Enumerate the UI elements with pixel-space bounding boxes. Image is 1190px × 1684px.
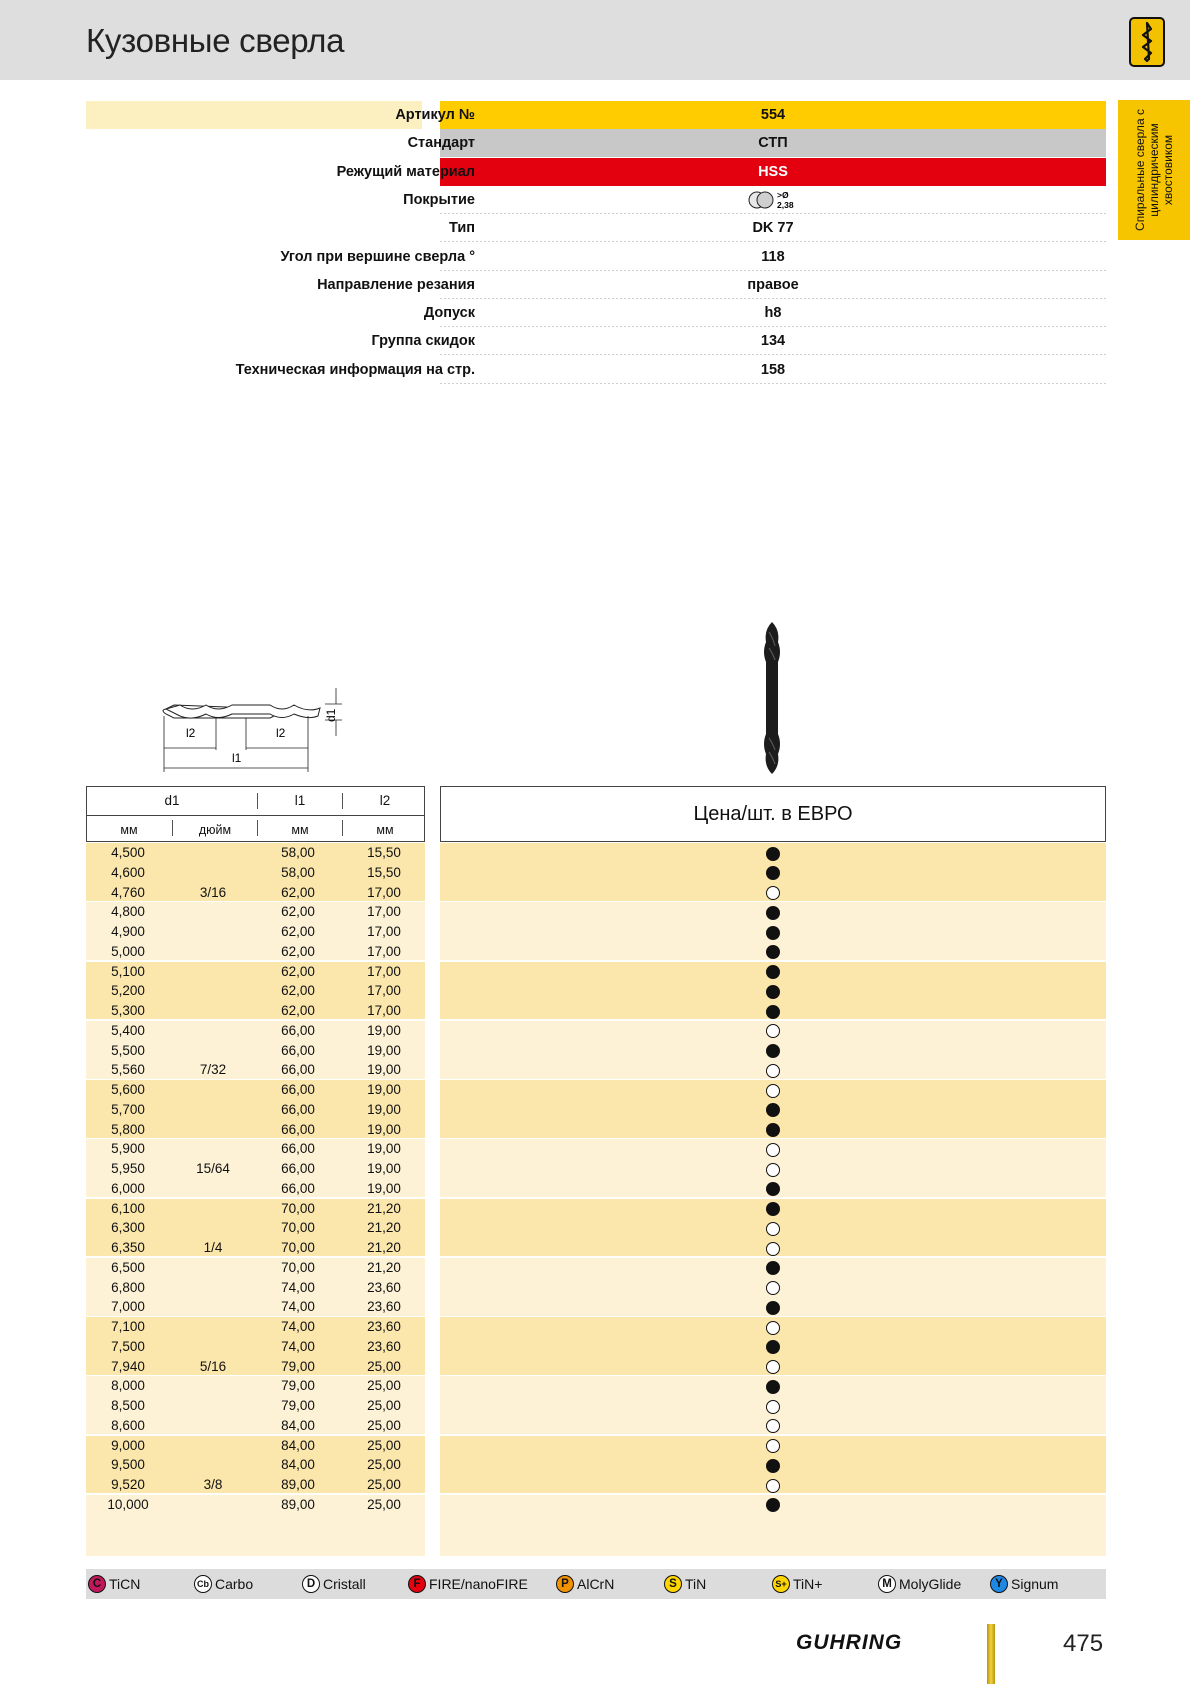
table-cell-l1: 79,00 (281, 1378, 315, 1394)
table-cell-d1: 7,000 (111, 1299, 145, 1315)
spec-value: HSS (758, 163, 788, 180)
table-cell-l1: 79,00 (281, 1398, 315, 1413)
spec-value: 134 (760, 333, 786, 350)
table-cell-l1: 70,00 (281, 1259, 315, 1275)
legend-item (556, 1574, 614, 1594)
table-cell-l1: 66,00 (281, 1161, 315, 1176)
table-cell-l1: 62,00 (281, 924, 315, 939)
table-cell-l2: 25,00 (367, 1378, 401, 1394)
spec-row (86, 158, 1106, 186)
page-title: Кузовные сверла (86, 22, 345, 59)
table-cell-d1: 5,500 (111, 1042, 145, 1058)
table-cell-d1: 4,800 (111, 904, 145, 920)
side-tab-label: Спиральные сверла с цилиндрическим хвостовиком (1133, 109, 1175, 231)
table-cell-inch: 5/16 (199, 1358, 227, 1374)
table-cell-l1: 70,00 (281, 1220, 315, 1236)
stock-available-icon (766, 1202, 780, 1216)
table-cell-d1: 6,800 (111, 1279, 145, 1295)
table-cell-l2: 15,50 (367, 864, 401, 880)
table-cell-l1: 66,00 (281, 1121, 315, 1137)
spec-label: Артикул № (395, 107, 475, 123)
table-cell-d1: 4,900 (111, 924, 145, 939)
table-cell-l2: 23,60 (367, 1299, 401, 1315)
legend-label: MolyGlide (899, 1576, 962, 1592)
coating-badge-icon: M (878, 1575, 896, 1593)
table-cell-d1: 5,950 (111, 1161, 145, 1176)
table-cell-l2: 25,00 (367, 1457, 401, 1473)
stock-on-request-icon (766, 1163, 780, 1177)
table-cell-l1: 66,00 (281, 1141, 315, 1157)
stock-on-request-icon (766, 1143, 780, 1157)
table-cell-l1: 66,00 (281, 1180, 315, 1196)
stock-available-icon (766, 906, 780, 920)
col-header-d1: d1 (164, 793, 180, 808)
spec-value: правое (747, 276, 799, 293)
table-cell-d1: 4,600 (111, 864, 145, 880)
table-cell-l2: 21,20 (367, 1220, 401, 1236)
legend-label: AlCrN (577, 1576, 615, 1592)
table-cell-d1: 8,000 (111, 1378, 145, 1394)
table-cell-l1: 62,00 (281, 904, 315, 920)
coating-legend (86, 1569, 1106, 1599)
table-cell-l2: 17,00 (367, 924, 401, 939)
spec-label: Стандарт (407, 135, 475, 152)
table-cell-l2: 17,00 (367, 884, 401, 900)
coating-threshold-top: >Ø (777, 189, 789, 200)
drawing-label-l2-right: l2 (276, 726, 286, 740)
table-cell-d1: 9,500 (111, 1457, 145, 1473)
coating-badge-icon: D (302, 1575, 320, 1593)
stock-available-icon (766, 1123, 780, 1137)
table-cell-d1: 5,000 (111, 943, 145, 959)
spec-label: Группа скидок (371, 333, 475, 350)
legend-item (990, 1574, 1058, 1594)
table-cell-d1: 9,000 (111, 1437, 145, 1453)
legend-label: TiN+ (793, 1576, 823, 1592)
table-cell-l1: 84,00 (281, 1457, 315, 1473)
table-cell-l1: 62,00 (281, 943, 315, 959)
table-cell-l1: 62,00 (281, 963, 315, 979)
stock-available-icon (766, 985, 780, 999)
stock-available-icon (766, 847, 780, 861)
spec-row (86, 299, 1106, 327)
coating-badge-icon: S (664, 1575, 682, 1593)
table-cell-l1: 66,00 (281, 1062, 315, 1078)
table-cell-d1: 10,000 (107, 1496, 149, 1512)
table-cell-l2: 19,00 (367, 1062, 401, 1078)
table-cell-l2: 15,50 (367, 845, 401, 860)
spec-label: Допуск (423, 305, 475, 322)
stock-available-icon (766, 965, 780, 979)
spec-label: Тип (449, 220, 475, 237)
spec-value: СТП (758, 135, 788, 152)
spec-value: 158 (760, 361, 786, 378)
table-cell-l2: 19,00 (367, 1042, 401, 1058)
table-cell-l2: 19,00 (367, 1101, 401, 1117)
table-cell-l1: 66,00 (281, 1022, 315, 1038)
drill-category-icon (1129, 17, 1165, 67)
legend-label: FIRE/nanoFIRE (429, 1576, 528, 1592)
table-cell-d1: 9,520 (111, 1477, 145, 1492)
table-cell-l1: 74,00 (281, 1299, 315, 1315)
table-cell-l1: 66,00 (281, 1042, 315, 1058)
stock-on-request-icon (766, 1400, 780, 1414)
legend-label: TiN (685, 1576, 707, 1592)
table-cell-l2: 19,00 (367, 1082, 401, 1097)
table-cell-d1: 7,940 (111, 1358, 145, 1374)
legend-label: Carbo (215, 1576, 254, 1592)
stock-available-icon (766, 1044, 780, 1058)
table-cell-d1: 6,100 (111, 1200, 145, 1216)
spec-row (86, 356, 1106, 384)
unit-inch: дюйм (198, 823, 232, 837)
table-cell-d1: 8,600 (111, 1417, 145, 1433)
table-cell-d1: 6,350 (111, 1240, 145, 1255)
table-cell-l1: 58,00 (281, 864, 315, 880)
footer-accent-bar (987, 1624, 995, 1684)
table-cell-l2: 21,20 (367, 1240, 401, 1255)
table-cell-inch: 15/64 (196, 1161, 230, 1176)
legend-item (772, 1574, 822, 1594)
spec-value: h8 (764, 305, 782, 322)
brand-logo: GUHRING (796, 1631, 903, 1654)
table-cell-d1: 7,500 (111, 1338, 145, 1354)
stock-on-request-icon (766, 1439, 780, 1453)
table-cell-l2: 17,00 (367, 904, 401, 920)
table-cell-d1: 5,800 (111, 1121, 145, 1137)
spec-label: Режущий материал (336, 163, 475, 180)
table-cell-l2: 17,00 (367, 983, 401, 999)
drill-photo-image (758, 622, 786, 774)
table-cell-l2: 25,00 (367, 1417, 401, 1433)
table-cell-l1: 66,00 (281, 1101, 315, 1117)
spec-row (86, 214, 1106, 242)
table-cell-l1: 89,00 (281, 1496, 315, 1512)
table-cell-l1: 62,00 (281, 983, 315, 999)
table-cell-d1: 5,400 (111, 1022, 145, 1038)
coating-badge-icon: F (408, 1575, 426, 1593)
legend-label: Signum (1011, 1576, 1059, 1592)
table-cell-l2: 23,60 (367, 1338, 401, 1354)
spec-label: Угол при вершине сверла ° (280, 248, 475, 265)
legend-item (194, 1574, 253, 1594)
table-cell-l2: 19,00 (367, 1121, 401, 1137)
coating-badge-icon: P (556, 1575, 574, 1593)
table-cell-l2: 25,00 (367, 1477, 401, 1492)
table-cell-l2: 19,00 (367, 1022, 401, 1038)
spec-value: 118 (761, 248, 785, 265)
legend-item (878, 1574, 961, 1594)
table-cell-l1: 66,00 (281, 1082, 315, 1097)
table-cell-l2: 25,00 (367, 1398, 401, 1413)
table-cell-l2: 21,20 (367, 1200, 401, 1216)
coating-badge-icon: Cb (194, 1575, 212, 1593)
stock-on-request-icon (766, 1321, 780, 1335)
unit-mm-l1: мм (291, 823, 309, 837)
price-table-header (440, 786, 1106, 842)
table-cell-d1: 7,100 (111, 1319, 145, 1334)
legend-item (664, 1574, 706, 1594)
table-cell-d1: 5,560 (111, 1062, 145, 1078)
drawing-label-l1: l1 (232, 751, 242, 765)
spec-row (86, 129, 1106, 157)
table-cell-l1: 84,00 (281, 1417, 315, 1433)
table-cell-d1: 4,500 (111, 845, 145, 860)
unit-mm-d1: мм (120, 823, 138, 837)
table-cell-l2: 19,00 (367, 1141, 401, 1157)
coating-badge-icon: C (88, 1575, 106, 1593)
stock-on-request-icon (766, 1084, 780, 1098)
table-cell-d1: 5,900 (111, 1141, 145, 1157)
table-cell-l1: 70,00 (281, 1200, 315, 1216)
table-cell-l1: 84,00 (281, 1437, 315, 1453)
stock-available-icon (766, 1301, 780, 1315)
spec-row (86, 243, 1106, 271)
table-cell-l2: 25,00 (367, 1496, 401, 1512)
table-cell-d1: 5,600 (111, 1082, 145, 1097)
table-cell-l1: 70,00 (281, 1240, 315, 1255)
stock-available-icon (766, 1380, 780, 1394)
table-cell-l2: 23,60 (367, 1279, 401, 1295)
table-cell-d1: 5,300 (111, 1003, 145, 1018)
table-cell-d1: 6,500 (111, 1259, 145, 1275)
col-header-l2: l2 (379, 793, 391, 808)
stock-on-request-icon (766, 1222, 780, 1236)
spec-label-highlight (86, 101, 422, 129)
stock-on-request-icon (766, 1281, 780, 1295)
legend-item (302, 1574, 366, 1594)
drill-dimension-drawing (150, 680, 360, 780)
spec-row (86, 101, 1106, 129)
table-cell-d1: 8,500 (111, 1398, 145, 1413)
stock-available-icon (766, 926, 780, 940)
spec-row (86, 327, 1106, 355)
side-tab[interactable] (1118, 100, 1190, 240)
spec-value: DK 77 (752, 220, 794, 237)
drawing-label-l2-left: l2 (186, 726, 196, 740)
table-cell-d1: 5,200 (111, 983, 145, 999)
table-cell-inch: 3/8 (203, 1477, 223, 1492)
table-cell-l1: 74,00 (281, 1319, 315, 1334)
table-cell-l1: 79,00 (281, 1358, 315, 1374)
table-cell-l1: 58,00 (281, 845, 315, 860)
spec-row (86, 186, 1106, 214)
table-cell-d1: 6,000 (111, 1180, 145, 1196)
table-cell-l2: 25,00 (367, 1358, 401, 1374)
stock-on-request-icon (766, 886, 780, 900)
table-cell-inch: 7/32 (199, 1062, 227, 1078)
legend-item (408, 1574, 528, 1594)
col-header-l1: l1 (294, 793, 306, 808)
table-cell-inch: 1/4 (203, 1240, 223, 1255)
spec-label: Направление резания (317, 276, 475, 293)
price-header: Цена/шт. в ЕВРО (693, 803, 853, 825)
coating-circle-icon (748, 189, 804, 211)
table-cell-l2: 19,00 (367, 1161, 401, 1176)
spec-row (86, 271, 1106, 299)
unit-mm-l2: мм (376, 823, 394, 837)
table-cell-l1: 89,00 (281, 1477, 315, 1492)
legend-item (88, 1574, 140, 1594)
stock-on-request-icon (766, 1479, 780, 1493)
table-cell-l2: 17,00 (367, 943, 401, 959)
table-cell-l2: 23,60 (367, 1319, 401, 1334)
spec-value: 554 (760, 107, 786, 123)
table-cell-l1: 62,00 (281, 1003, 315, 1018)
table-cell-l2: 21,20 (367, 1259, 401, 1275)
dimension-table-header (86, 786, 425, 842)
page-number: 475 (1063, 1630, 1104, 1657)
stock-available-icon (766, 1459, 780, 1473)
legend-label: TiCN (109, 1576, 141, 1592)
stock-on-request-icon (766, 1064, 780, 1078)
coating-badge-icon: Y (990, 1575, 1008, 1593)
table-cell-l2: 17,00 (367, 1003, 401, 1018)
table-cell-d1: 6,300 (111, 1220, 145, 1236)
legend-label: Cristall (323, 1576, 366, 1592)
table-cell-l1: 62,00 (281, 884, 315, 900)
stock-available-icon (766, 1005, 780, 1019)
spec-label: Покрытие (403, 191, 475, 208)
spec-label: Техническая информация на стр. (235, 361, 475, 378)
table-cell-l2: 19,00 (367, 1180, 401, 1196)
coating-badge-icon: S+ (772, 1575, 790, 1593)
table-cell-l2: 17,00 (367, 963, 401, 979)
spec-divider (440, 383, 1106, 384)
table-cell-d1: 5,700 (111, 1101, 145, 1117)
coating-threshold-value: 2,38 (777, 199, 794, 210)
stock-on-request-icon (766, 1360, 780, 1374)
table-cell-l2: 25,00 (367, 1437, 401, 1453)
drawing-label-d1: d1 (324, 708, 338, 722)
table-cell-l1: 74,00 (281, 1279, 315, 1295)
table-cell-l1: 74,00 (281, 1338, 315, 1354)
table-cell-inch: 3/16 (199, 884, 227, 900)
stock-on-request-icon (766, 1242, 780, 1256)
table-cell-d1: 5,100 (111, 963, 145, 979)
table-cell-d1: 4,760 (111, 884, 145, 900)
